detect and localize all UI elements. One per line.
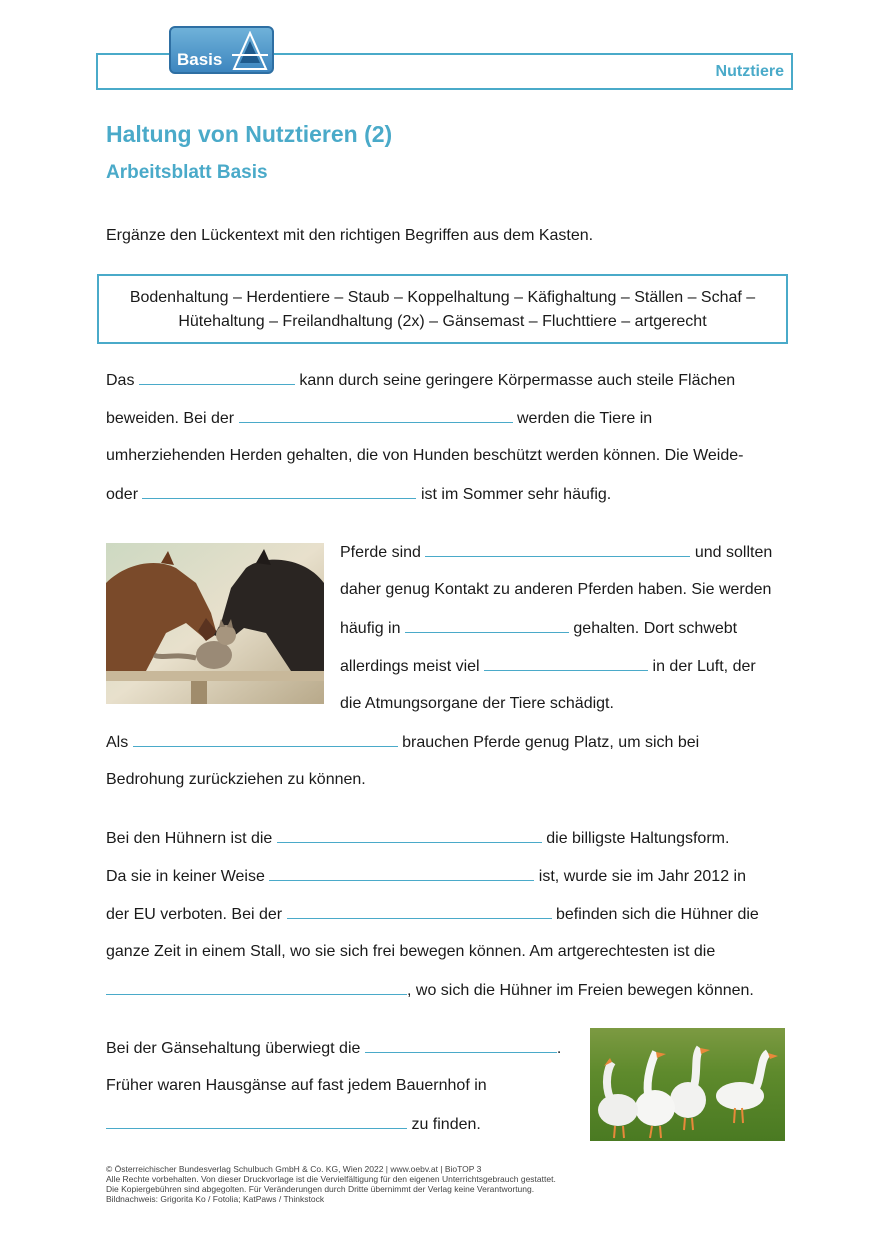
text-segment: allerdings meist viel [340,658,480,675]
text-line [106,732,699,753]
text-segment: befinden sich die Hühner die [556,906,759,923]
text-segment: Das [106,372,135,389]
text-line [106,370,735,391]
text-segment: der EU verboten. Bei der [106,906,283,923]
text-line [106,866,746,887]
text-line: Bedrohung zurückziehen zu können. [106,771,366,788]
page-subtitle: Arbeitsblatt Basis [106,162,268,183]
triangle-logo-icon [232,31,268,71]
page-title: Haltung von Nutztieren (2) [106,121,393,147]
text-line [106,484,611,505]
geese-photo [590,1028,785,1141]
footer [106,1164,556,1204]
gap-blank[interactable] [269,866,534,881]
text-line [106,408,652,429]
text-segment: in der Luft, der [652,658,756,675]
text-segment: Pferde sind [340,544,421,561]
text-line [106,828,729,849]
text-segment: brauchen Pferde genug Platz, um sich bei [402,734,700,751]
text-segment: Bei den Hühnern ist die [106,830,273,847]
gap-blank[interactable] [365,1038,557,1053]
text-line: umherziehenden Herden gehalten, die von Hunden beschützt werden können. Die Weide- [106,447,744,464]
text-line [340,656,756,677]
text-line: Früher waren Hausgänse auf fast jedem Bauernhof in [106,1077,487,1094]
gap-blank[interactable] [106,1114,407,1129]
text-segment: , wo sich die Hühner im Freien bewegen können. [407,982,754,999]
gap-blank[interactable] [133,732,398,747]
word-box-line-1: Bodenhaltung – Herdentiere – Staub – Koppelhaltung – Käfighaltung – Ställen – Schaf – [129,289,756,306]
horses-photo [106,543,324,704]
word-box [97,274,788,344]
topic-label: Nutztiere [715,63,784,80]
footer-line: © Österreichischer Bundesverlag Schulbuch GmbH & Co. KG, Wien 2022 | www.oebv.at | BioTOP 3 [106,1164,482,1174]
gap-blank[interactable] [239,408,513,423]
instruction-text: Ergänze den Lückentext mit den richtigen Begriffen aus dem Kasten. [106,227,594,244]
text-segment: Bei der Gänsehaltung überwiegt die [106,1040,361,1057]
text-line [340,618,737,639]
text-segment: ist, wurde sie im Jahr 2012 in [538,868,746,885]
gap-blank[interactable] [106,980,407,995]
text-segment: oder [106,486,139,503]
text-segment: zu finden. [411,1116,481,1133]
gap-blank[interactable] [277,828,542,843]
footer-line: Alle Rechte vorbehalten. Von dieser Druckvorlage ist die Vervielfältigung für den eigenen Unterrichtsgebrauch gestattet. [106,1174,556,1184]
gap-blank[interactable] [287,904,552,919]
text-segment: kann durch seine geringere Körpermasse auch steile Flächen [299,372,736,389]
text-segment: häufig in [340,620,401,637]
text-line [106,1114,481,1135]
text-line [106,904,759,925]
text-segment: und sollten [694,544,773,561]
text-line: ganze Zeit in einem Stall, wo sie sich frei bewegen können. Am artgerechtesten ist die [106,943,716,960]
text-segment: werden die Tiere in [517,410,653,427]
text-line [106,1038,561,1059]
text-segment: beweiden. Bei der [106,410,235,427]
basis-logo [169,26,274,74]
text-segment: Als [106,734,129,751]
text-line [340,542,772,563]
text-segment: gehalten. Dort schwebt [573,620,738,637]
footer-line: Bildnachweis: Grigorita Ko / Fotolia; KatPaws / Thinkstock [106,1194,325,1204]
footer-line: Die Kopiergebühren sind abgegolten. Für Veränderungen durch Dritte übernimmt der Verlag keine Verantwortung. [106,1184,535,1194]
logo-text: Basis [177,50,223,69]
gap-blank[interactable] [484,656,648,671]
text-segment: ist im Sommer sehr häufig. [420,486,612,503]
gap-blank[interactable] [405,618,569,633]
gap-blank[interactable] [425,542,690,557]
gap-blank[interactable] [142,484,416,499]
word-box-line-2: Hütehaltung – Freilandhaltung (2x) – Gänsemast – Fluchttiere – artgerecht [178,313,707,330]
text-line: daher genug Kontakt zu anderen Pferden haben. Sie werden [340,581,772,598]
text-line [106,980,754,1001]
text-segment: . [556,1040,562,1057]
gap-blank[interactable] [139,370,295,385]
text-line: die Atmungsorgane der Tiere schädigt. [340,695,614,712]
text-segment: Da sie in keiner Weise [106,868,265,885]
text-segment: die billigste Haltungsform. [546,830,730,847]
